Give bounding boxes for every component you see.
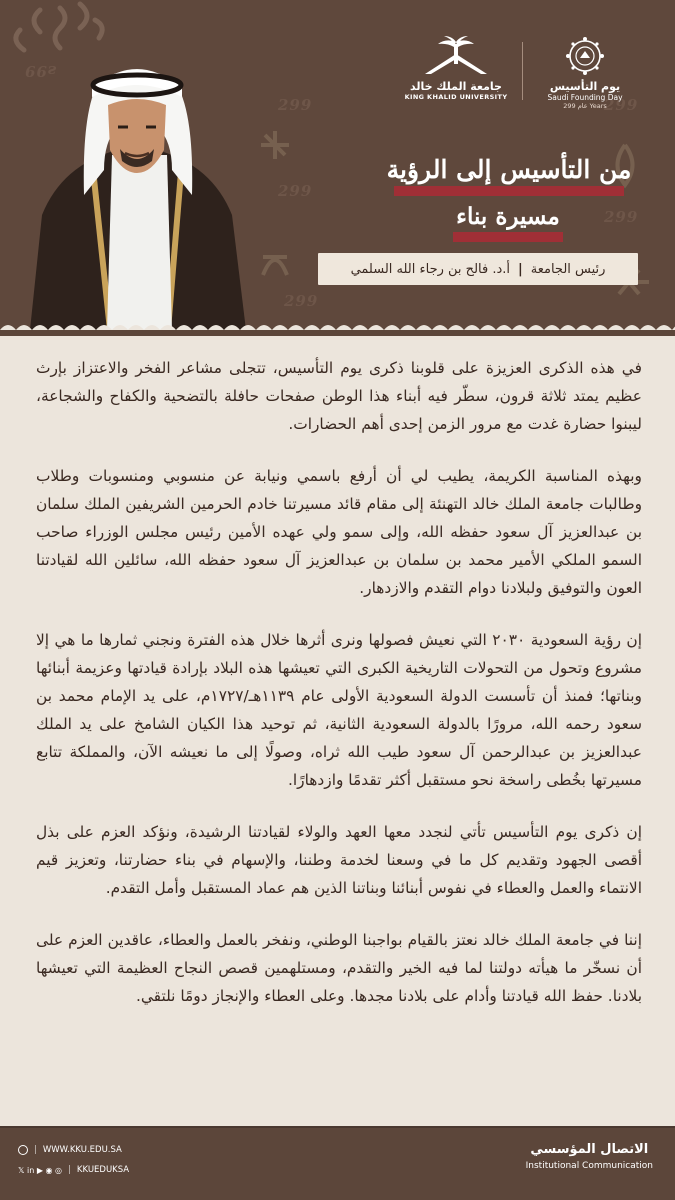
deco-numeral: 299 <box>284 292 319 310</box>
decorative-motif-icon <box>255 245 295 285</box>
department-signature <box>526 1140 653 1172</box>
deco-numeral: ƨ99 <box>24 62 57 80</box>
footer-divider <box>0 1126 675 1128</box>
footer-links <box>18 1140 129 1180</box>
author-name: أ.د. فالح بن رجاء الله السلمي <box>350 261 511 277</box>
author-role: رئيس الجامعة <box>530 261 606 277</box>
deco-numeral: 299 <box>604 96 639 114</box>
department-name-arabic: الاتصال المؤسسي <box>530 1142 649 1157</box>
statement-body <box>0 336 675 1126</box>
decorative-motif-icon <box>255 125 295 165</box>
kku-name-english: KING KHALID UNIVERSITY <box>404 93 508 101</box>
statement-paragraph: في هذه الذكرى العزيزة على قلوبنا ذكرى يوم التأسيس، تتجلى مشاعر الفخر والاعتزاز بإرث عظيم يمتد ثلاثة قرون، سطّر فيه أبناء هذا الوطن صفحات حافلة بالتضحية والكفاح والشجاعة، ليبنوا حضارة غدت مع مرور الزمن إحدى أهم الحضارات. <box>36 359 642 433</box>
founding-day-name-english: Saudi Founding Day <box>547 93 623 102</box>
link-separator: | <box>68 1165 71 1175</box>
social-icons: 𝕏 in ▶ ◉ ◎ <box>18 1165 63 1175</box>
headline-underline <box>453 232 563 242</box>
logo-group <box>385 36 635 108</box>
headline-underline <box>394 186 624 196</box>
department-name-english: Institutional Communication <box>525 1161 653 1171</box>
founding-day-years: 299 عام Years <box>563 102 607 110</box>
headline-secondary <box>420 203 596 242</box>
kku-logo <box>397 36 515 101</box>
founding-day-name-arabic: يوم التأسيس <box>549 80 621 93</box>
deco-numeral: 299 <box>604 208 639 226</box>
deco-numeral: 299 <box>278 182 313 200</box>
headline-secondary-text: مسيرة بناء <box>456 203 560 230</box>
statement-paragraph: إن رؤية السعودية ٢٠٣٠ التي نعيش فصولها ونرى أثرها خلال هذه الفترة ونجني ثمارها ما هي إلا مشروع وتحول من التحولات التاريخية الكبرى التي تعيشها هذه البلاد بإرادة قيادتها وعزيمة أبنائها وبناتها؛ فمنذ أن تأسست الدولة السعودية الأولى عام ١١٣٩هـ/١٧٢٧م، على يد الإمام محمد بن سعود رحمه الله، مرورًا بالدولة السعودية الثانية، ثم توحيد هذا الكيان الشامخ على يد الملك عبدالعزيز بن عبدالرحمن آل سعود طيب الله ثراه، وصولًا إلى ما نعيشه الآن، والمملكة تتابع مسيرتها بخُطى راسخة نحو مستقبل أكثر تقدمًا وازدهارًا. <box>36 631 642 789</box>
founding-day-emblem-icon <box>565 36 605 76</box>
scalloped-divider <box>0 318 675 330</box>
statement-text <box>36 354 642 1034</box>
deco-numeral: 299 <box>278 96 313 114</box>
author-separator: | <box>518 261 523 277</box>
globe-icon <box>18 1145 28 1155</box>
link-separator: | <box>34 1145 37 1155</box>
website-link[interactable] <box>18 1140 129 1160</box>
kku-name-arabic: جامعة الملك خالد <box>410 80 502 93</box>
statement-paragraph: وبهذه المناسبة الكريمة، يطيب لي أن أرفع باسمي ونيابة عن منسوبي ومنسوبات وطلاب وطالبات جامعة الملك خالد التهنئة إلى مقام قائد مسيرتنا خادم الحرمين الشريفين الملك سلمان بن عبدالعزيز آل سعود حفظه الله، وإلى سمو ولي عهده الأمين رئيس مجلس الوزراء صاحب السمو الملكي الأمير محمد بن سلمان بن عبدالعزيز آل سعود حفظه الله، سائلين الله لقيادتنا العون والتوفيق ولبلادنا دوام التقدم والازدهار. <box>36 467 642 597</box>
logo-divider <box>522 42 523 100</box>
founding-day-logo <box>535 36 635 110</box>
website-url: WWW.KKU.EDU.SA <box>42 1145 122 1155</box>
author-byline <box>318 253 638 285</box>
statement-paragraph: إننا في جامعة الملك خالد نعتز بالقيام بواجبنا الوطني، ونفخر بالعمل والعطاء، عاقدين العزم على أن نسخّر ما هيأته دولتنا لما فيه الخير والتقدم، ومستلهمين قصص النجاح العظيمة التي تعيشها بلادنا. حفظ الله قيادتنا وأدام على بلادنا مجدها. وعلى العطاء والإنجاز دومًا نلتقي. <box>36 931 642 1005</box>
social-links[interactable] <box>18 1160 129 1180</box>
headline-primary <box>370 155 648 196</box>
header-banner <box>0 0 675 330</box>
statement-paragraph: إن ذكرى يوم التأسيس تأتي لنجدد معها العهد والولاء لقيادتنا الرشيدة، ونؤكد العزم على بذل أقصى الجهود وتقديم كل ما في وسعنا لخدمة وطننا، والإسهام في بناء حضارتنا، وتعزيز قيم الانتماء والعمل والعطاء في نفوس أبنائنا وبناتنا الذين هم عماد المستقبل وأمل التقدم. <box>36 823 642 897</box>
footer-bar <box>0 1126 675 1200</box>
social-handle: KKUEDUKSA <box>76 1165 130 1175</box>
president-portrait <box>22 45 252 330</box>
headline-primary-text: من التأسيس إلى الرؤية <box>386 155 632 184</box>
palm-tree-icon <box>397 36 515 76</box>
